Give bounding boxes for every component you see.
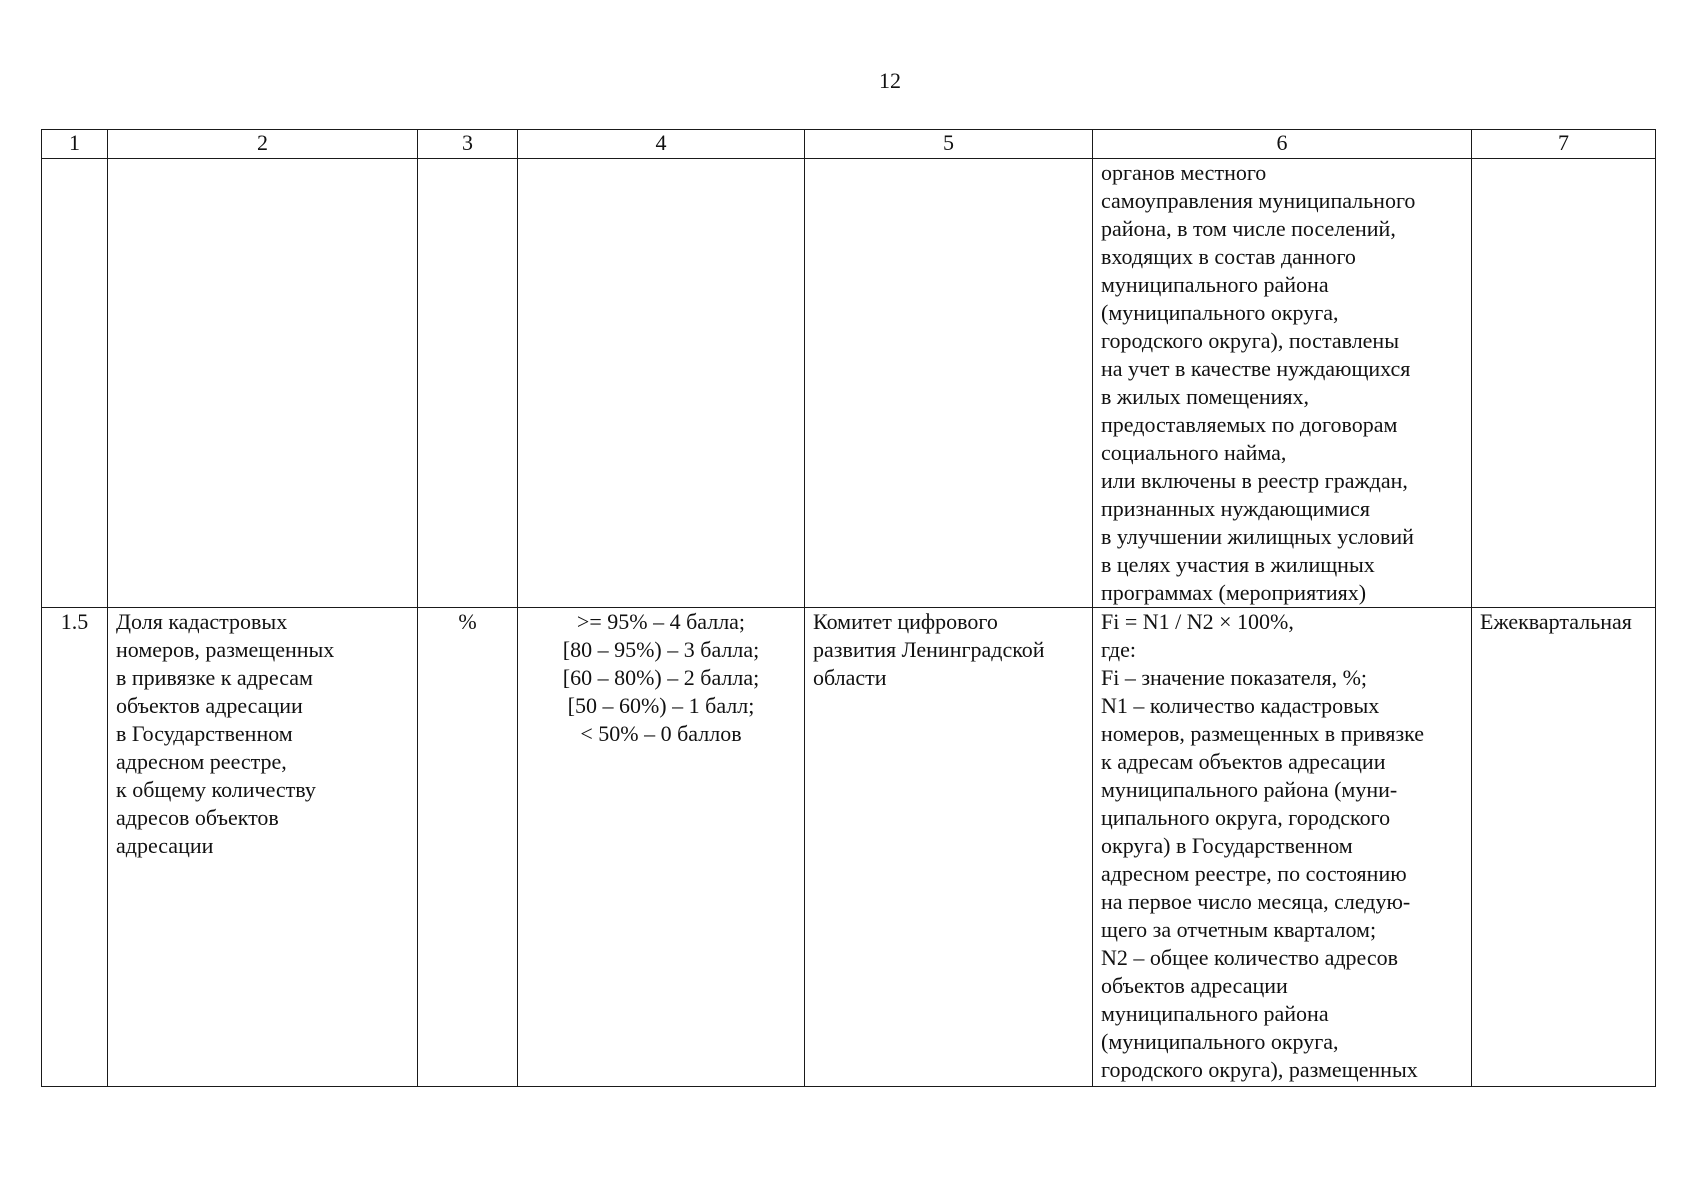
column-header-6: 6 (1093, 130, 1472, 159)
indicators-table (41, 129, 1656, 1087)
cell-scoring (518, 159, 805, 608)
method-text: органов местного самоуправления муниципального района, в том числе поселений, входящих в состав данного муниципального района (муниципального округа, городского округа), поставлены на учет в качестве нуждающихся в жилых помещениях, предоставляемых по договорам социального найма, или включены в реестр граждан, признанных нуждающимися в улучшении жилищных условий в целях участия в жилищных программах (мероприятиях) (1101, 160, 1416, 605)
cell-scoring (518, 608, 805, 1087)
column-header-3: 3 (418, 130, 518, 159)
column-header-5: 5 (805, 130, 1093, 159)
column-header-2: 2 (108, 130, 418, 159)
cell-responsible (805, 608, 1093, 1087)
column-header-7: 7 (1472, 130, 1656, 159)
cell-method (1093, 608, 1472, 1087)
method-text: Fi = N1 / N2 × 100%, где: Fi – значение показателя, %; N1 – количество кадастровых номеров, размещенных в привязке к адресам объектов адресации муниципального района (муни- ципального округа, городского округа) в Государственном адресном реестре, по состоянию на первое число месяца, следую- щего за отчетным кварталом; N2 – общее количество адресов объектов адресации муниципального района (муниципального округа, городского округа), размещенных (1101, 609, 1425, 1082)
cell-frequency (1472, 608, 1656, 1087)
cell-responsible (805, 159, 1093, 608)
cell-number (42, 608, 108, 1087)
table-row (42, 159, 1656, 608)
cell-indicator-name (108, 608, 418, 1087)
cell-number (42, 159, 108, 608)
column-header-4: 4 (518, 130, 805, 159)
table-header-row (42, 130, 1656, 159)
frequency-text: Ежеквартальная (1480, 609, 1632, 634)
unit-text: % (458, 609, 477, 634)
cell-indicator-name (108, 159, 418, 608)
cell-frequency (1472, 159, 1656, 608)
indicator-name: Доля кадастровых номеров, размещенных в привязке к адресам объектов адресации в Государственном адресном реестре, к общему количеству адресов объектов адресации (116, 609, 335, 858)
row-number: 1.5 (60, 609, 89, 634)
table-row (42, 608, 1656, 1087)
scoring-text: >= 95% – 4 балла; [80 – 95%) – 3 балла; [60 – 80%) – 2 балла; [50 – 60%) – 1 балл; < 50% – 0 баллов (562, 609, 760, 746)
cell-unit (418, 608, 518, 1087)
page-number: 12 (879, 68, 901, 93)
cell-method (1093, 159, 1472, 608)
column-header-1: 1 (42, 130, 108, 159)
responsible-text: Комитет цифрового развития Ленинградской области (813, 609, 1045, 690)
cell-unit (418, 159, 518, 608)
